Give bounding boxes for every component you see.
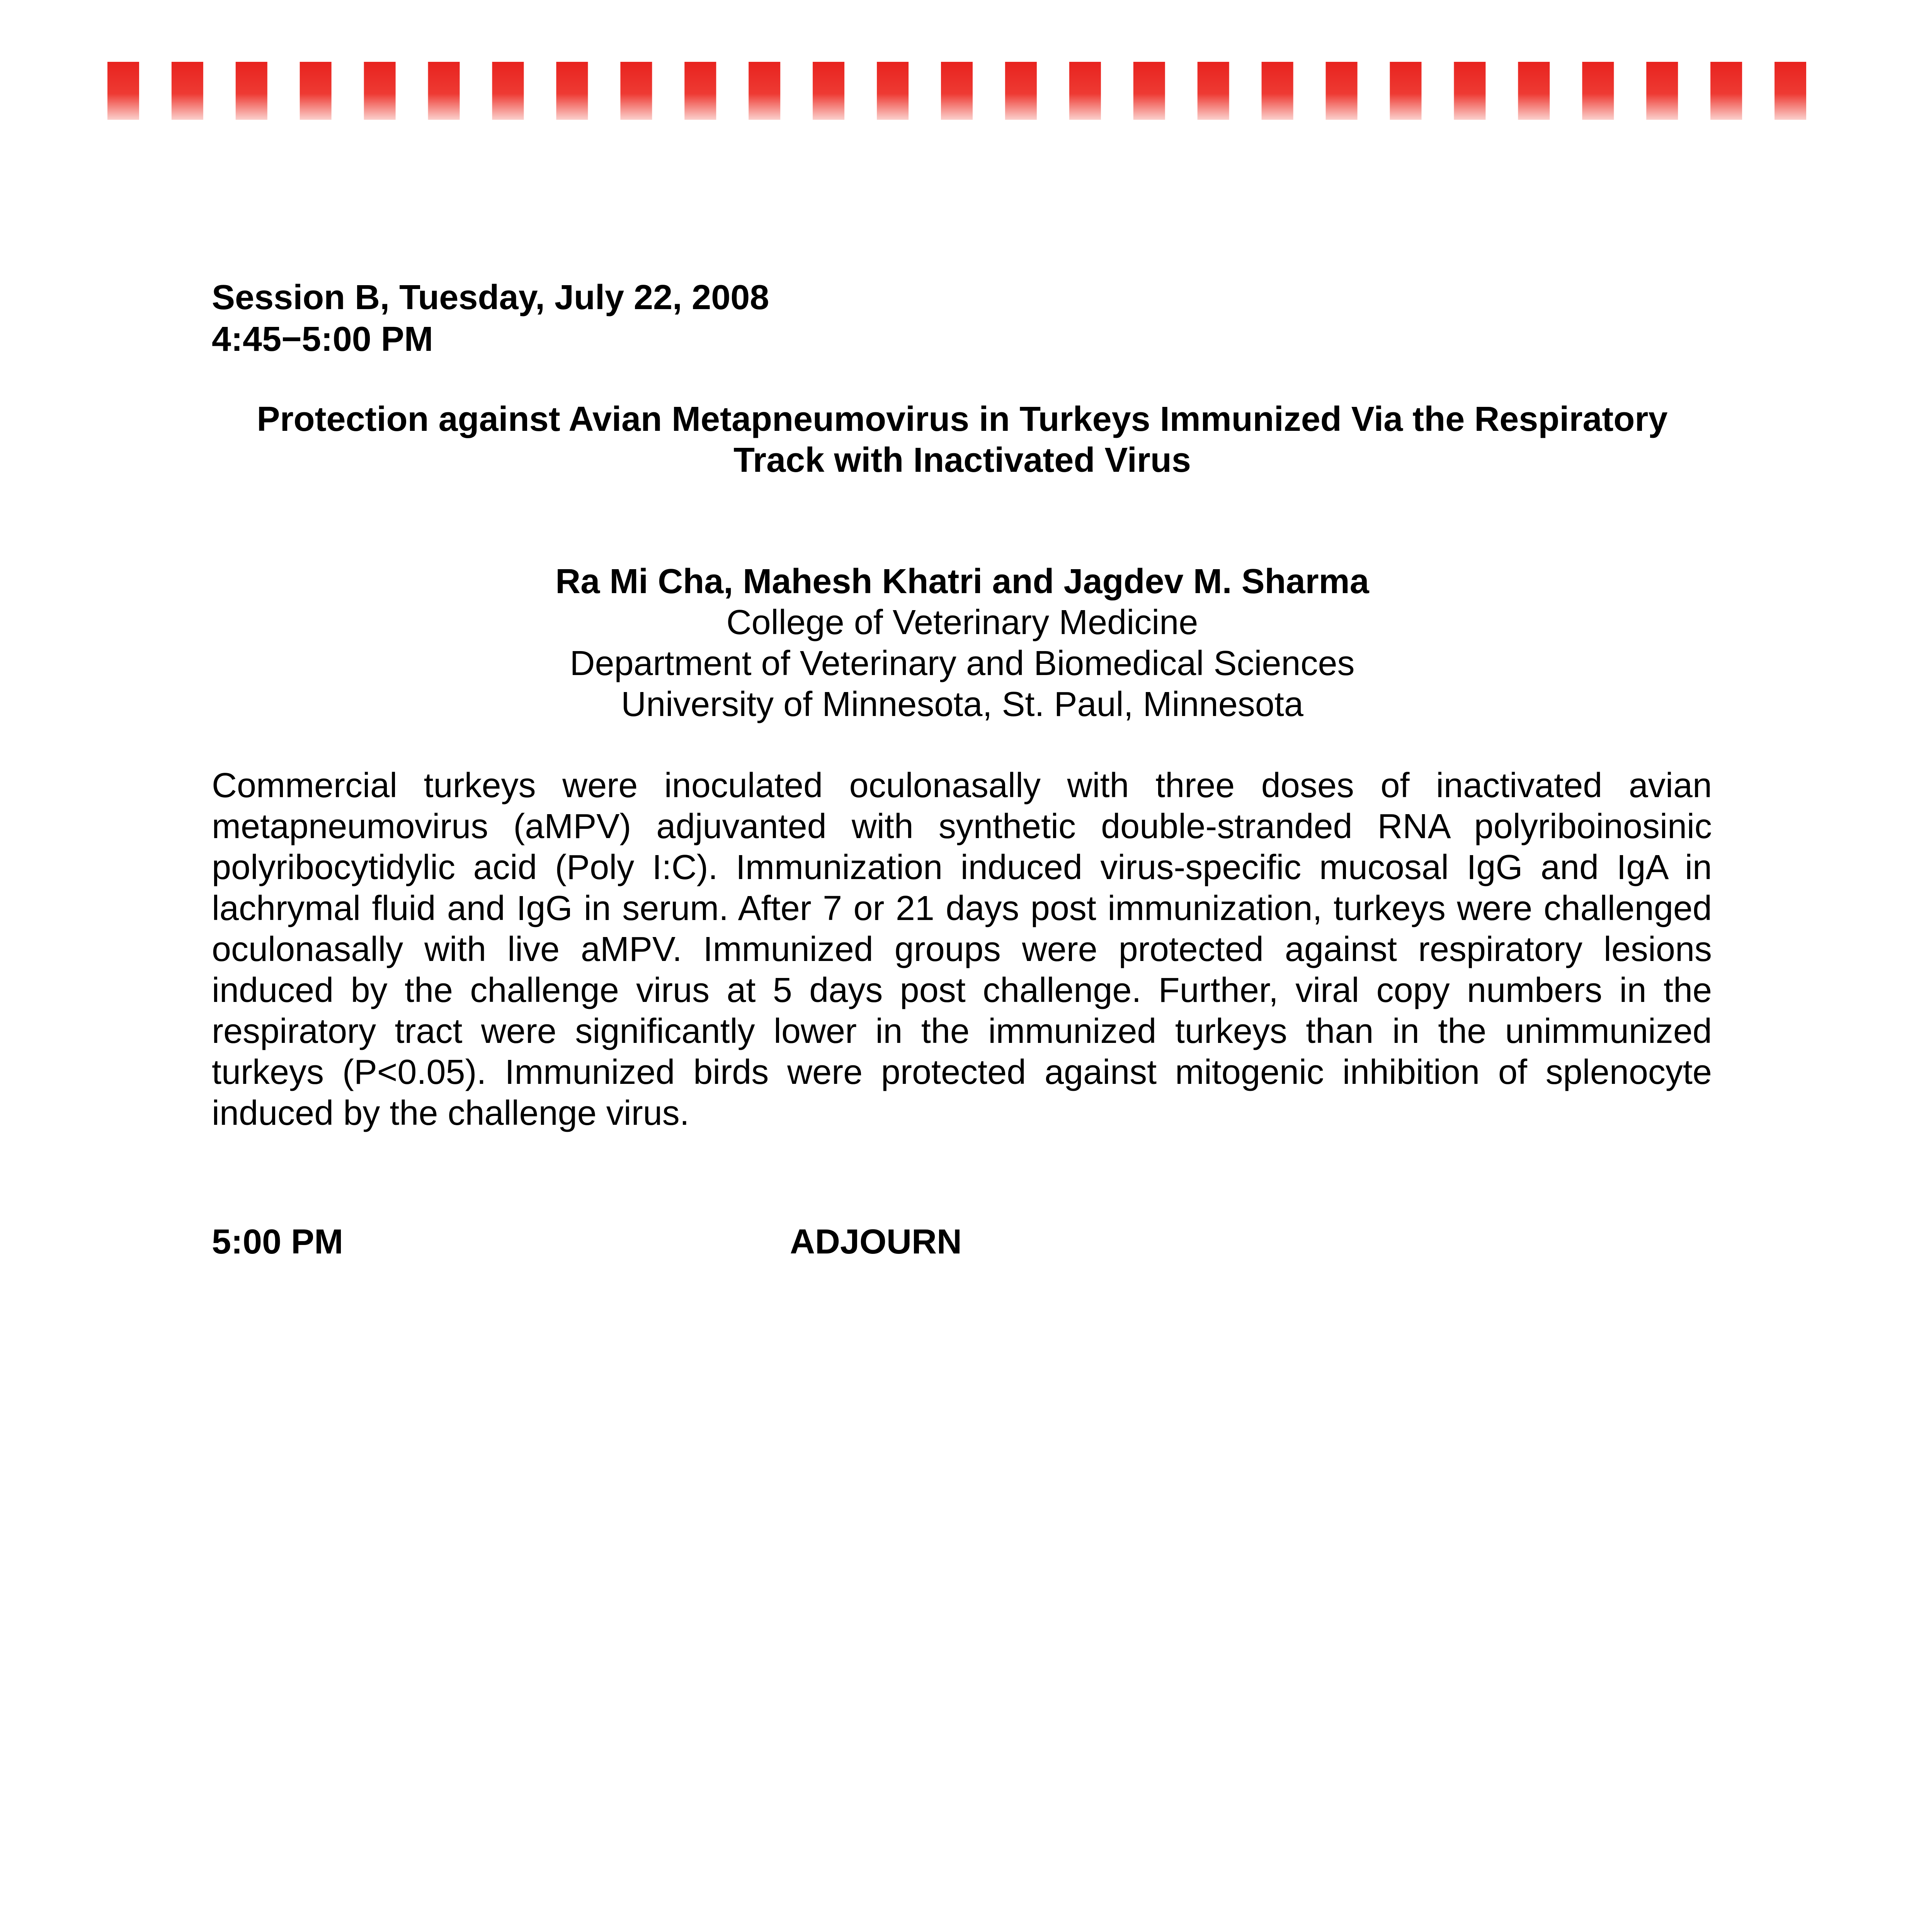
red-block <box>749 62 780 120</box>
adjourn-time: 5:00 PM <box>212 1223 344 1261</box>
red-block <box>556 62 588 120</box>
session-date-line: Session B, Tuesday, July 22, 2008 <box>212 278 769 317</box>
red-block <box>1454 62 1485 120</box>
red-block <box>1775 62 1806 120</box>
paper-title <box>174 399 1751 481</box>
paper-title-line-2: Track with Inactivated Virus <box>733 441 1191 480</box>
red-block <box>877 62 909 120</box>
session-time-line: 4:45−5:00 PM <box>212 320 433 359</box>
red-block <box>428 62 460 120</box>
red-block <box>1326 62 1358 120</box>
red-block <box>172 62 203 120</box>
affiliation-university: University of Minnesota, St. Paul, Minnesota <box>621 685 1303 724</box>
red-block <box>107 62 139 120</box>
paper-title-line-1: Protection against Avian Metapneumovirus in Turkeys Immunized Via the Respiratory <box>257 400 1668 439</box>
red-block <box>364 62 396 120</box>
red-block <box>1005 62 1037 120</box>
red-block <box>1198 62 1229 120</box>
red-block <box>492 62 524 120</box>
red-block <box>300 62 332 120</box>
red-block <box>1133 62 1165 120</box>
red-block <box>1262 62 1293 120</box>
abstract-paragraph: Commercial turkeys were inoculated oculonasally with three doses of inactivated avian metapneumovirus (aMPV) adjuvanted with synthetic double-stranded RNA polyriboinosinic polyribocytidylic acid (Poly I:C). Immunization induced virus-specific mucosal IgG and IgA in lachrymal fluid and IgG in serum. After 7 or 21 days post immunization, turkeys were challenged oculonasally with live aMPV. Immunized groups were protected against respiratory lesions induced by the challenge virus at 5 days post challenge. Further, viral copy numbers in the respiratory tract were significantly lower in the immunized turkeys than in the unimmunized turkeys (P<0.05). Immunized birds were protected against mitogenic inhibition of splenocyte induced by the challenge virus. <box>212 766 1712 1133</box>
session-header <box>212 277 1371 360</box>
red-block <box>1582 62 1614 120</box>
red-block <box>1518 62 1550 120</box>
red-block <box>620 62 652 120</box>
red-block-strip <box>91 62 1822 120</box>
red-block <box>813 62 844 120</box>
author-names: Ra Mi Cha, Mahesh Khatri and Jagdev M. Sharma <box>555 562 1369 601</box>
author-affiliation-block <box>174 561 1751 725</box>
affiliation-department: Department of Veterinary and Biomedical Sciences <box>570 644 1355 683</box>
affiliation-college: College of Veterinary Medicine <box>726 603 1198 642</box>
red-block <box>684 62 716 120</box>
red-block <box>236 62 267 120</box>
decorative-red-header-bar <box>91 62 1822 120</box>
red-block <box>941 62 973 120</box>
red-block <box>1710 62 1742 120</box>
red-block <box>1069 62 1101 120</box>
red-block <box>1646 62 1678 120</box>
red-block <box>1390 62 1422 120</box>
adjourn-label: ADJOURN <box>790 1223 962 1261</box>
